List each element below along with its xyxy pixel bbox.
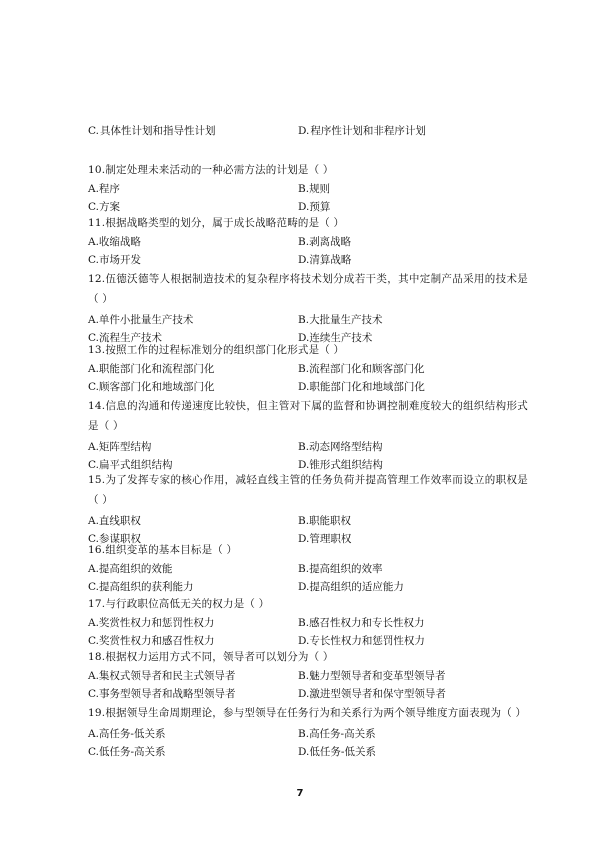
option-a: A.单件小批量生产技术	[88, 314, 194, 326]
option-b: B.高任务-高关系	[298, 728, 376, 740]
question-16	[88, 543, 528, 596]
option-row	[88, 560, 528, 578]
question-19	[88, 703, 528, 761]
question-17	[88, 597, 528, 650]
option-c: C.低任务-高关系	[88, 746, 166, 758]
question-text: 15.为了发挥专家的核心作用，减轻直线主管的任务负荷并提高管理工作效率而设立的职权是（ ）	[88, 474, 528, 506]
option-b: B.提高组织的效率	[298, 563, 383, 575]
option-b: B.流程部门化和顾客部门化	[298, 363, 425, 375]
question-text: 11.根据战略类型的划分，属于成长战略范畴的是（ ）	[88, 217, 345, 229]
option-d: D.清算战略	[298, 254, 352, 266]
question-15	[88, 470, 528, 548]
option-b: B.魅力型领导者和变革型领导者	[298, 670, 446, 682]
option-row	[88, 512, 528, 530]
option-row	[88, 180, 528, 198]
option-c: C.参谋职权	[88, 533, 141, 545]
option-c: C.事务型领导者和战略型领导者	[88, 688, 236, 700]
option-row	[88, 667, 528, 685]
option-a: A.奖赏性权力和惩罚性权力	[88, 617, 215, 629]
option-row	[88, 725, 528, 743]
question-text: 12.伍德沃德等人根据制造技术的复杂程序将技术划分成若干类，其中定制产品采用的技术是（ ）	[88, 273, 528, 305]
option-a: A.收缩战略	[88, 236, 141, 248]
option-c: C.奖赏性权力和感召性权力	[88, 635, 215, 647]
option-row	[88, 578, 528, 596]
option-row	[88, 743, 528, 761]
option-c: C.市场开发	[88, 254, 141, 266]
option-d: D.程序性计划和非程序计划	[298, 125, 426, 137]
option-d: D.职能部门化和地域部门化	[298, 381, 425, 393]
option-d: D.预算	[298, 201, 331, 213]
option-d: D.低任务-低关系	[298, 746, 376, 758]
option-c: C.具体性计划和指导性计划	[88, 125, 216, 137]
question-text: 13.按照工作的过程标准划分的组织部门化形式是（ ）	[88, 344, 345, 356]
question-text: 10.制定处理未来活动的一种必需方法的计划是（ ）	[88, 164, 334, 176]
question-18	[88, 650, 528, 703]
option-a: A.提高组织的效能	[88, 563, 173, 575]
option-b: B.职能职权	[298, 515, 352, 527]
question-text: 17.与行政职位高低无关的权力是（ ）	[88, 598, 270, 610]
option-row	[88, 378, 528, 396]
option-c: C.流程生产技术	[88, 332, 162, 344]
option-row	[88, 198, 528, 216]
option-row	[88, 360, 528, 378]
option-d: D.管理职权	[298, 533, 352, 545]
option-row	[88, 311, 528, 329]
option-c: C.顾客部门化和地域部门化	[88, 381, 215, 393]
option-a: A.职能部门化和流程部门化	[88, 363, 215, 375]
option-row	[88, 438, 528, 456]
option-d: D.专长性权力和惩罚性权力	[298, 635, 425, 647]
option-b: B.规则	[298, 183, 331, 195]
option-a: A.高任务-低关系	[88, 728, 166, 740]
option-a: A.程序	[88, 183, 120, 195]
option-c: C.扁平式组织结构	[88, 459, 173, 471]
option-b: B.剥离战略	[298, 236, 352, 248]
option-row	[88, 233, 528, 251]
question-11	[88, 216, 528, 269]
option-row	[88, 685, 528, 703]
option-c: C.提高组织的获利能力	[88, 581, 194, 593]
option-b: B.感召性权力和专长性权力	[298, 617, 425, 629]
page-number: 7	[296, 788, 304, 799]
option-b: B.大批量生产技术	[298, 314, 383, 326]
option-a: A.直线职权	[88, 515, 141, 527]
prev-question-options	[88, 122, 528, 140]
question-14	[88, 396, 528, 474]
option-d: D.激进型领导者和保守型领导者	[298, 688, 446, 700]
option-row	[88, 122, 528, 140]
option-a: A.集权式领导者和民主式领导者	[88, 670, 236, 682]
option-b: B.动态网络型结构	[298, 441, 383, 453]
option-d: D.提高组织的适应能力	[298, 581, 404, 593]
option-d: D.锥形式组织结构	[298, 459, 383, 471]
option-row	[88, 614, 528, 632]
question-13	[88, 343, 528, 396]
question-text: 18.根据权力运用方式不同，领导者可以划分为（ ）	[88, 651, 334, 663]
option-a: A.矩阵型结构	[88, 441, 152, 453]
question-10	[88, 163, 528, 216]
option-row	[88, 251, 528, 269]
option-row	[88, 632, 528, 650]
option-c: C.方案	[88, 201, 120, 213]
question-text: 19.根据领导生命周期理论，参与型领导在任务行为和关系行为两个领导维度方面表现为（ ）	[88, 707, 527, 719]
question-text: 14.信息的沟通和传递速度比较快，但主管对下属的监督和协调控制难度较大的组织结构形式是（ ）	[88, 400, 528, 432]
option-d: D.连续生产技术	[298, 332, 373, 344]
question-text: 16.组织变革的基本目标是（ ）	[88, 544, 238, 556]
question-12	[88, 269, 528, 347]
